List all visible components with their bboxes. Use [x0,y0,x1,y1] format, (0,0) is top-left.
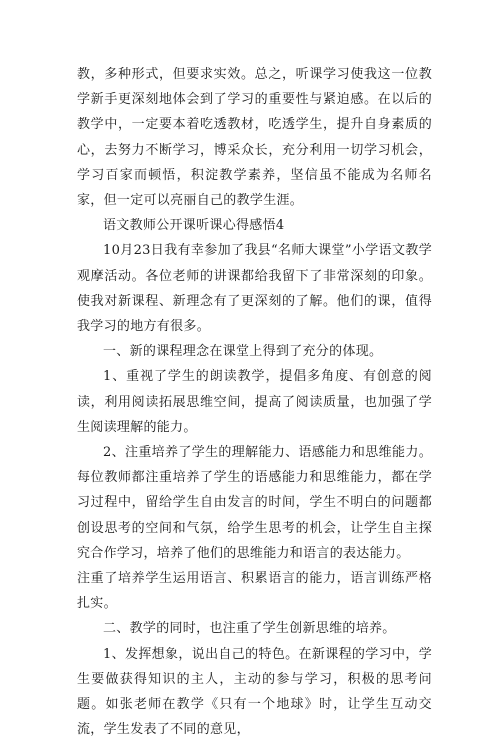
heading-one: 一、新的课程理念在课堂上得到了充分的体现。 [103,344,383,360]
paragraph-language-training: 注重了培养学生运用语言、积累语言的能力，语言训练严格扎实。 [77,571,432,612]
paragraph-point-2: 2、注重培养了学生的理解能力、语感能力和思维能力。每位教师都注重培养了学生的语感能力和思维能力，都在学习过程中，留给学生自由发言的时间，学生不明白的问题都创设思考的空间和气氛，给学生思考的机会，让学生自主探究合作学习，培养了他们的思维能力和语言的表达能力。 [77,445,432,561]
paragraph-imagination: 1、发挥想象，说出自己的特色。在新课程的学习中，学生要做获得知识的主人，主动的参与学习，积极的思考问题。如张老师在教学《只有一个地球》时，让学生互动交流，学生发表了不同的意见， [77,646,432,738]
paragraph-point-1: 1、重视了学生的朗读教学，提倡多角度、有创意的阅读，利用阅读拓展思维空间，提高了阅读质量，也加强了学生阅读理解的能力。 [77,369,432,435]
paragraph-intro: 10月23日我有幸参加了我县“名师大课堂”小学语文教学观摩活动。各位老师的讲课都给我留下了非常深刻的印象。使我对新课程、新理念有了更深刻的了解。他们的课，值得我学习的地方有很多。 [77,243,432,335]
document-body [77,62,432,742]
heading-two: 二、教学的同时，也注重了学生创新思维的培养。 [103,621,396,637]
section-title: 语文教师公开课听课心得感悟4 [103,218,285,234]
paragraph-continuation: 教，多种形式，但要求实效。总之，听课学习使我这一位教学新手更深刻地体会到了学习的重要性与紧迫感。在以后的教学中，一定要本着吃透教材，吃透学生，提升自身素质的心，去努力不断学习，博采众长，充分利用一切学习机会，学习百家而顿悟，积淀教学素养，坚信虽不能成为名师名家，但一定可以亮丽自己的教学生涯。 [77,67,432,209]
